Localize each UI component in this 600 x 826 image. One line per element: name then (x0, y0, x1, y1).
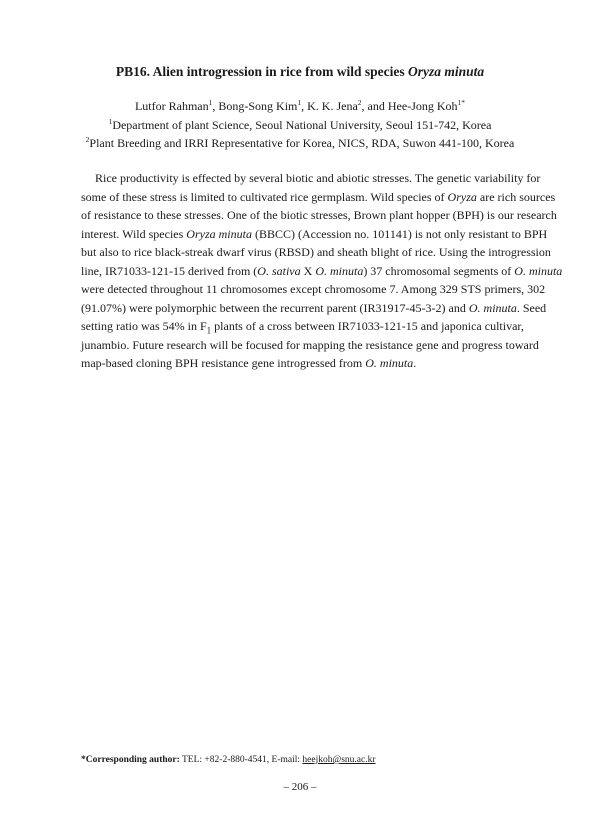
abstract-line (81, 354, 521, 373)
author-name: Hee-Jong Koh (387, 99, 458, 113)
title-species: Oryza minuta (407, 64, 485, 79)
abstract-line (81, 169, 541, 188)
abstract-line (81, 317, 524, 336)
email-link[interactable]: heejkoh@snu.ac.kr (302, 755, 376, 765)
author-affiliation-marker: 2 (357, 98, 362, 107)
affiliation-2-text: Plant Breeding and IRRI Representative for Korea, NICS, RDA, Suwon 441-100, Korea (89, 136, 515, 150)
species-name: O. minuta (315, 263, 364, 278)
author-name: K. K. Jena (307, 99, 358, 113)
author-list (0, 99, 600, 114)
abstract-line (81, 262, 563, 281)
abstract-text: were detected throughout 11 chromosomes except chromosome 7. Among 329 STS primers, 302 (81, 282, 546, 296)
abstract-text: some of these stress is limited to cultivated rice germplasm. Wild species of (81, 189, 448, 204)
author-separator: , (212, 99, 219, 113)
author-affiliation-marker: 1* (457, 98, 466, 107)
affiliation-1-marker: 1 (108, 117, 113, 126)
affiliation-2-marker: 2 (85, 135, 90, 144)
title-text: PB16. Alien introgression in rice from wild species (115, 64, 408, 79)
abstract-text: but also to rice black-streak dwarf virus (RBSD) and sheath blight of rice. Using the introgression (81, 245, 551, 259)
abstract-line (81, 243, 551, 262)
author-separator: , (301, 99, 308, 113)
corresponding-author-footnote (81, 755, 376, 765)
author-name: Lutfor Rahman (134, 99, 209, 113)
affiliation-1-text: Department of plant Science, Seoul National University, Seoul 151-742, Korea (112, 118, 492, 132)
abstract (81, 169, 563, 373)
abstract-text: interest. Wild species (81, 226, 187, 241)
abstract-text: (91.07%) were polymorphic between the recurrent parent (IR31917-45-3-2) and (81, 300, 469, 315)
affiliation-1 (0, 118, 600, 133)
abstract-text: plants of a cross between IR71033-121-15 and japonica cultivar, (211, 319, 524, 333)
abstract-line (81, 225, 548, 244)
author-name: Bong-Song Kim (218, 99, 298, 113)
species-name: O. minuta (514, 263, 563, 278)
abstract-line (81, 336, 539, 355)
author-separator: , and (361, 99, 388, 113)
author-affiliation-marker: 1 (297, 98, 302, 107)
page-number: – 206 – (283, 781, 317, 793)
abstract-text: Rice productivity is effected by several biotic and abiotic stresses. The genetic variability for (95, 171, 541, 185)
footnote-contact: TEL: +82-2-880-4541, E-mail: (179, 755, 303, 765)
species-name: O. minuta (468, 300, 517, 315)
abstract-text: line, IR71033-121-15 derived from ( (81, 263, 258, 278)
species-name: Oryza minuta (186, 226, 252, 241)
abstract-line (81, 299, 547, 318)
species-name: O. sativa (257, 263, 301, 278)
affiliation-2 (0, 136, 600, 151)
paper-title (0, 64, 600, 80)
abstract-line (81, 206, 557, 225)
abstract-text: . (413, 356, 417, 370)
abstract-text: map-based cloning BPH resistance gene introgressed from (81, 356, 366, 370)
footnote-label: *Corresponding author: (81, 755, 180, 765)
abstract-line (81, 188, 556, 207)
abstract-text: (BBCC) (Accession no. 101141) is not only resistant to BPH (251, 226, 548, 241)
abstract-text: are rich sources (476, 189, 556, 204)
abstract-text: X (300, 263, 316, 278)
abstract-text: 1 (206, 325, 212, 336)
author-affiliation-marker: 1 (208, 98, 213, 107)
species-name: O. minuta (365, 356, 414, 370)
abstract-line (81, 280, 546, 299)
abstract-text: ) 37 chromosomal segments of (363, 263, 515, 278)
abstract-text: . Seed (516, 300, 547, 315)
abstract-text: junambio. Future research will be focused for mapping the resistance gene and progress toward (81, 337, 539, 352)
abstract-text: setting ratio was 54% in F (81, 319, 207, 333)
abstract-text: of resistance to these stresses. One of the biotic stresses, Brown plant hopper (BPH) is our research (81, 208, 557, 222)
species-name: Oryza (447, 189, 477, 204)
